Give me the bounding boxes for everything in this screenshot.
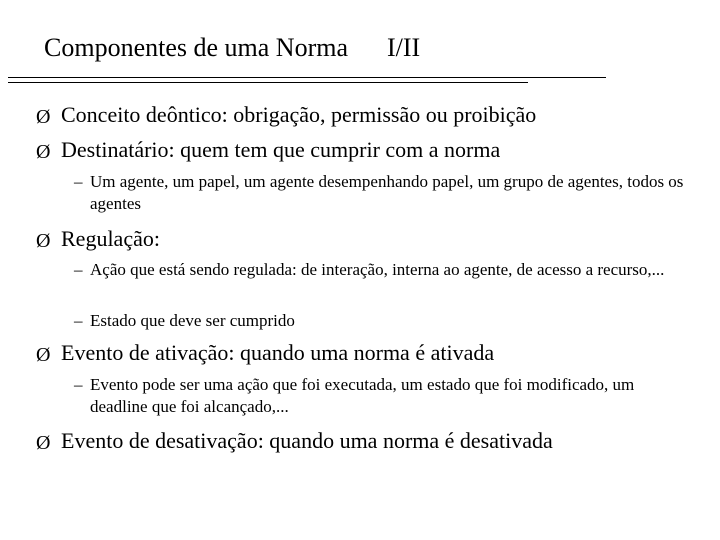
dash-bullet: – (74, 260, 83, 279)
arrow-bullet-icon: Ø (36, 432, 51, 454)
bullet-text: Regulação: (61, 226, 160, 251)
bullet-text: Evento de ativação: quando uma norma é ativada (61, 340, 495, 365)
sub-bullet (74, 310, 690, 332)
sub-bullet-text: Ação que está sendo regulada: de interação, interna ao agente, de acesso a recurso,... (90, 260, 665, 279)
title-underline-bottom (8, 82, 528, 83)
sub-bullet-text: Um agente, um papel, um agente desempenhando papel, um grupo de agentes, todos os agentes (90, 172, 684, 213)
sub-bullet-text: Estado que deve ser cumprido (90, 311, 295, 330)
sub-bullet (74, 259, 690, 281)
title-underline-top (8, 77, 606, 78)
dash-bullet: – (74, 311, 83, 330)
arrow-bullet-icon: Ø (36, 141, 51, 163)
dash-bullet: – (74, 172, 83, 191)
arrow-bullet-icon: Ø (36, 344, 51, 366)
bullet-text: Conceito deôntico: obrigação, permissão ou proibição (61, 102, 537, 127)
bullet-text: Evento de desativação: quando uma norma é desativada (61, 428, 553, 453)
sub-bullet (74, 374, 690, 418)
sub-bullet (74, 171, 690, 215)
arrow-bullet-icon: Ø (36, 230, 51, 252)
sub-bullet-text: Evento pode ser uma ação que foi executada, um estado que foi modificado, um deadline que foi alcançado,... (90, 375, 635, 416)
arrow-bullet-icon: Ø (36, 106, 51, 128)
dash-bullet: – (74, 375, 83, 394)
slide-title: Componentes de uma Norma I/II (44, 33, 421, 62)
bullet-text: Destinatário: quem tem que cumprir com a norma (61, 137, 501, 162)
